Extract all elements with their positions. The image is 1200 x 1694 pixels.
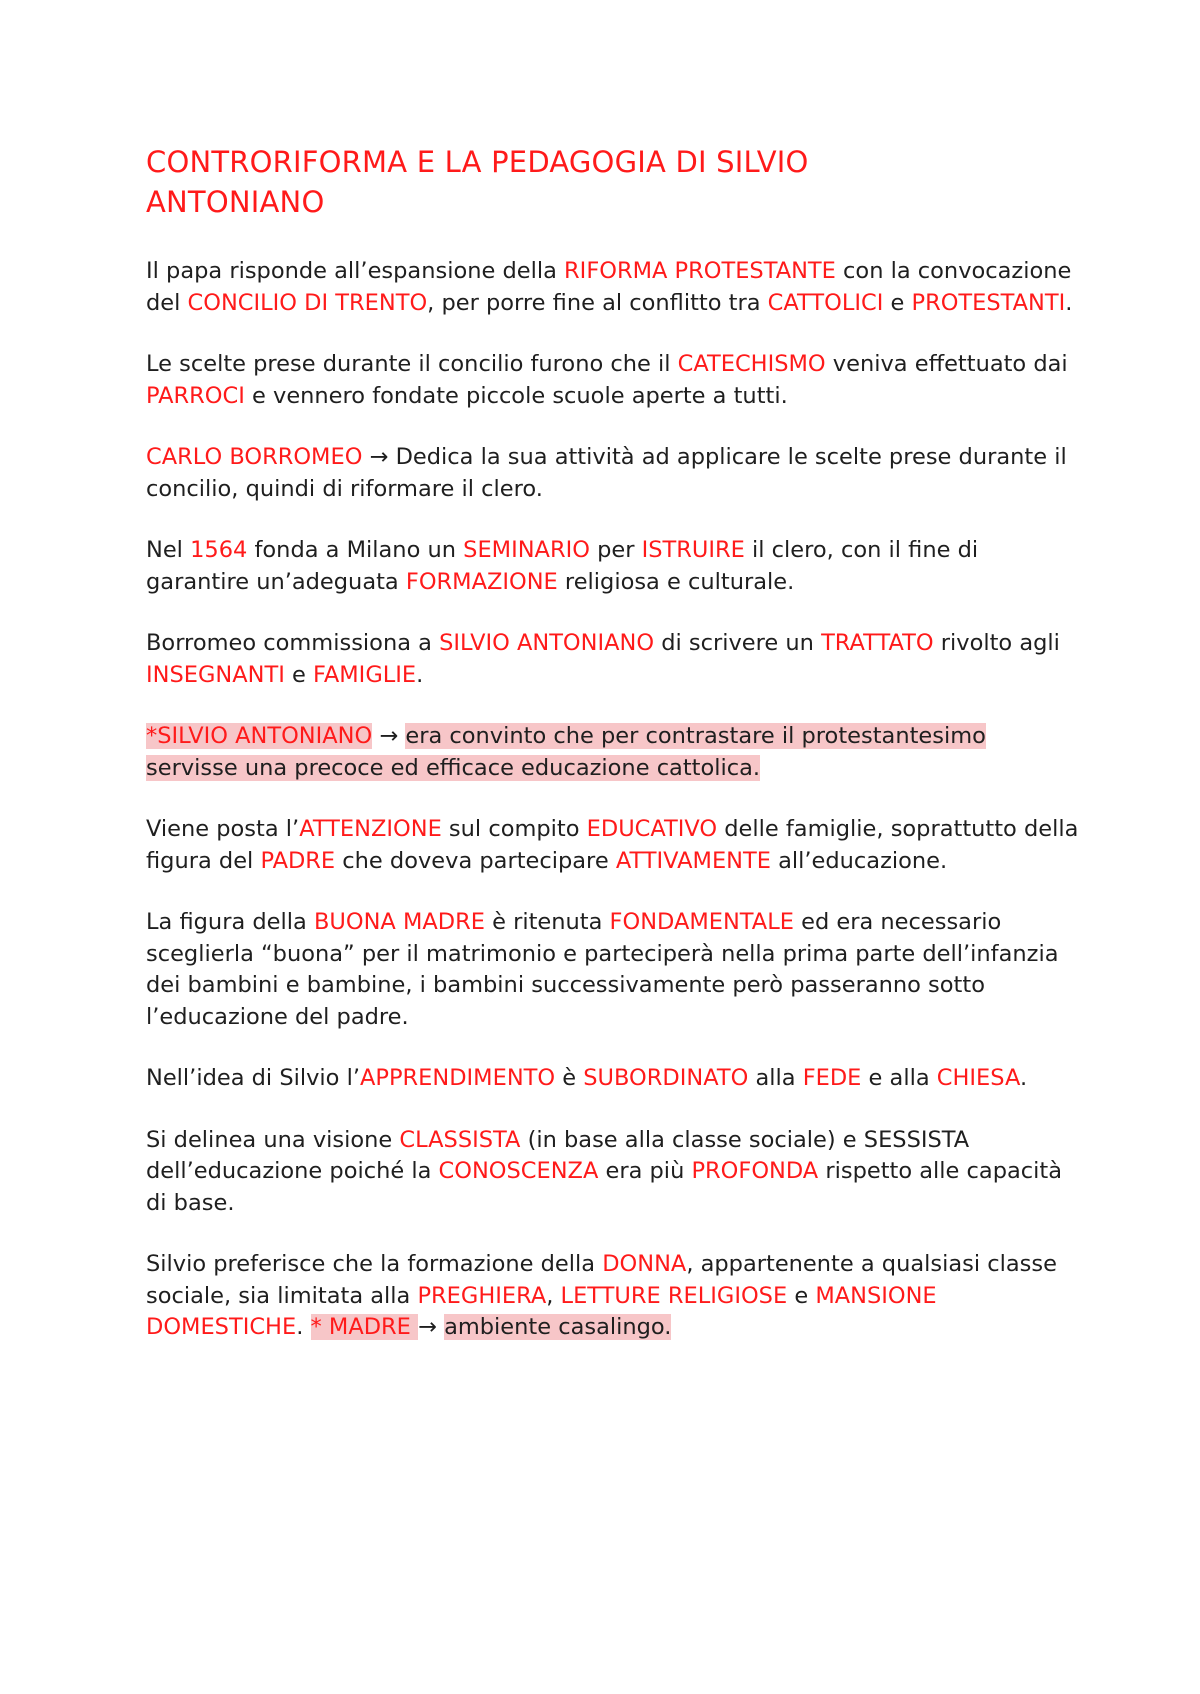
keyword: DONNA bbox=[602, 1251, 687, 1277]
keyword: PREGHIERA bbox=[417, 1282, 547, 1309]
paragraph-6 bbox=[146, 721, 1076, 784]
paragraph-7 bbox=[146, 814, 1080, 877]
text-segment: che doveva partecipare bbox=[335, 847, 616, 874]
keyword: ATTIVAMENTE bbox=[615, 847, 771, 874]
text-segment: e vennero fondate piccole scuole aperte a tutti. bbox=[244, 382, 788, 409]
text-segment: è bbox=[555, 1065, 584, 1091]
text-segment: rivolto agli bbox=[933, 630, 1060, 656]
text-segment: . bbox=[296, 1314, 311, 1340]
text-segment: Nel bbox=[146, 537, 191, 563]
paragraph-1 bbox=[146, 256, 1080, 319]
text-segment: sul compito bbox=[441, 816, 587, 842]
text-segment: con la convocazione del bbox=[146, 258, 1072, 316]
text-segment: , per porre fine al conflitto tra bbox=[427, 289, 768, 316]
text-segment: rispetto alle capacità di base. bbox=[146, 1158, 1063, 1216]
text-segment: all’educazione. bbox=[770, 847, 948, 874]
keyword: FEDE bbox=[802, 1065, 862, 1091]
keyword: CATECHISMO bbox=[677, 351, 826, 377]
text-segment: (in base alla classe sociale) e SESSISTA dell’educazione poiché la bbox=[146, 1126, 970, 1184]
text-segment: per bbox=[589, 537, 642, 563]
highlighted-text: ambiente casalingo. bbox=[444, 1314, 672, 1340]
text-segment: e bbox=[284, 661, 313, 688]
keyword: SUBORDINATO bbox=[583, 1065, 749, 1091]
text-segment: religiosa e culturale. bbox=[557, 568, 795, 595]
paragraph-11 bbox=[146, 1249, 1080, 1344]
keyword: APPRENDIMENTO bbox=[360, 1065, 556, 1091]
keyword: PROTESTANTI bbox=[911, 289, 1066, 316]
text-segment: . bbox=[1065, 289, 1073, 316]
highlighted-text: era convinto che per contrastare il protestantesimo servisse una precoce ed efficace educazione cattolica. bbox=[146, 723, 986, 781]
keyword: PADRE bbox=[260, 847, 336, 874]
keyword: FORMAZIONE bbox=[405, 568, 558, 595]
keyword: MANSIONE DOMESTICHE bbox=[146, 1282, 937, 1340]
keyword: CATTOLICI bbox=[767, 289, 884, 316]
text-segment: delle famiglie, soprattutto della figura del bbox=[146, 816, 1079, 874]
text-segment: → bbox=[418, 1314, 445, 1340]
keyword: EDUCATIVO bbox=[586, 816, 718, 842]
text-segment: La figura della bbox=[146, 909, 314, 935]
paragraph-5 bbox=[146, 628, 1080, 691]
keyword: CONOSCENZA bbox=[438, 1158, 599, 1184]
text-segment: e bbox=[883, 289, 912, 316]
text-segment: era più bbox=[598, 1158, 692, 1184]
paragraph-9 bbox=[146, 1063, 1080, 1095]
text-segment: Viene posta l’ bbox=[146, 816, 300, 842]
text-segment: → Dedica la sua attività ad applicare le scelte prese durante il concilio, quindi di riformare il clero. bbox=[146, 444, 1067, 502]
keyword: RIFORMA PROTESTANTE bbox=[564, 258, 836, 284]
keyword: PROFONDA bbox=[691, 1158, 819, 1184]
keyword: *SILVIO ANTONIANO bbox=[146, 723, 373, 749]
keyword: CLASSISTA bbox=[399, 1126, 521, 1153]
keyword: SILVIO ANTONIANO bbox=[439, 630, 655, 656]
text-segment: Nell’idea di Silvio l’ bbox=[146, 1065, 361, 1091]
text-segment: Si delinea una visione bbox=[146, 1126, 400, 1153]
paragraph-10 bbox=[146, 1125, 1080, 1220]
text-segment: e alla bbox=[861, 1065, 937, 1091]
paragraph-3 bbox=[146, 442, 1080, 505]
document-title: CONTRORIFORMA E LA PEDAGOGIA DI SILVIO ANTONIANO bbox=[146, 145, 809, 219]
keyword: PARROCI bbox=[146, 382, 245, 409]
keyword: LETTURE RELIGIOSE bbox=[560, 1282, 788, 1309]
text-segment: Silvio preferisce che la formazione della bbox=[146, 1251, 603, 1277]
text-segment: di scrivere un bbox=[654, 630, 822, 656]
text-segment: Borromeo commissiona a bbox=[146, 630, 440, 656]
text-segment: alla bbox=[748, 1065, 803, 1091]
paragraph-2 bbox=[146, 349, 1080, 412]
keyword: * MADRE bbox=[310, 1314, 419, 1340]
text-segment: → bbox=[372, 723, 406, 749]
text-segment: e bbox=[787, 1282, 816, 1309]
text-segment: ed era necessario sceglierla “buona” per il matrimonio e parteciperà nella prima parte dell’infanzia dei bambini e bambine, i bambini successivamente però passeranno sotto l’educazione del padre. bbox=[146, 909, 1059, 1030]
text-segment: . bbox=[1019, 1065, 1028, 1091]
text-segment: fonda a Milano un bbox=[247, 537, 464, 563]
keyword: FAMIGLIE bbox=[313, 661, 417, 688]
keyword: ISTRUIRE bbox=[641, 537, 745, 563]
keyword: FONDAMENTALE bbox=[609, 909, 794, 935]
text-segment: il clero, con il fine di garantire un’adeguata bbox=[146, 537, 979, 595]
text-segment: , appartenente a qualsiasi classe sociale, sia limitata alla bbox=[146, 1251, 1057, 1309]
keyword: CARLO BORROMEO bbox=[146, 444, 363, 470]
keyword: 1564 bbox=[190, 537, 248, 563]
paragraph-4 bbox=[146, 535, 1080, 598]
text-segment: veniva effettuato dai bbox=[825, 351, 1068, 377]
keyword: TRATTATO bbox=[821, 630, 934, 656]
document-body bbox=[146, 256, 1080, 1344]
keyword: ATTENZIONE bbox=[299, 816, 442, 842]
keyword: BUONA MADRE bbox=[313, 909, 485, 935]
keyword: CONCILIO DI TRENTO bbox=[187, 289, 428, 316]
paragraph-8 bbox=[146, 907, 1080, 1033]
keyword: CHIESA bbox=[936, 1065, 1020, 1091]
keyword: SEMINARIO bbox=[463, 537, 590, 563]
text-segment: . bbox=[416, 661, 424, 688]
text-segment: è ritenuta bbox=[484, 909, 610, 935]
text-segment: , bbox=[546, 1282, 561, 1309]
keyword: INSEGNANTI bbox=[146, 661, 285, 688]
text-segment: Il papa risponde all’espansione della bbox=[146, 258, 565, 284]
text-segment: Le scelte prese durante il concilio furono che il bbox=[146, 351, 678, 377]
